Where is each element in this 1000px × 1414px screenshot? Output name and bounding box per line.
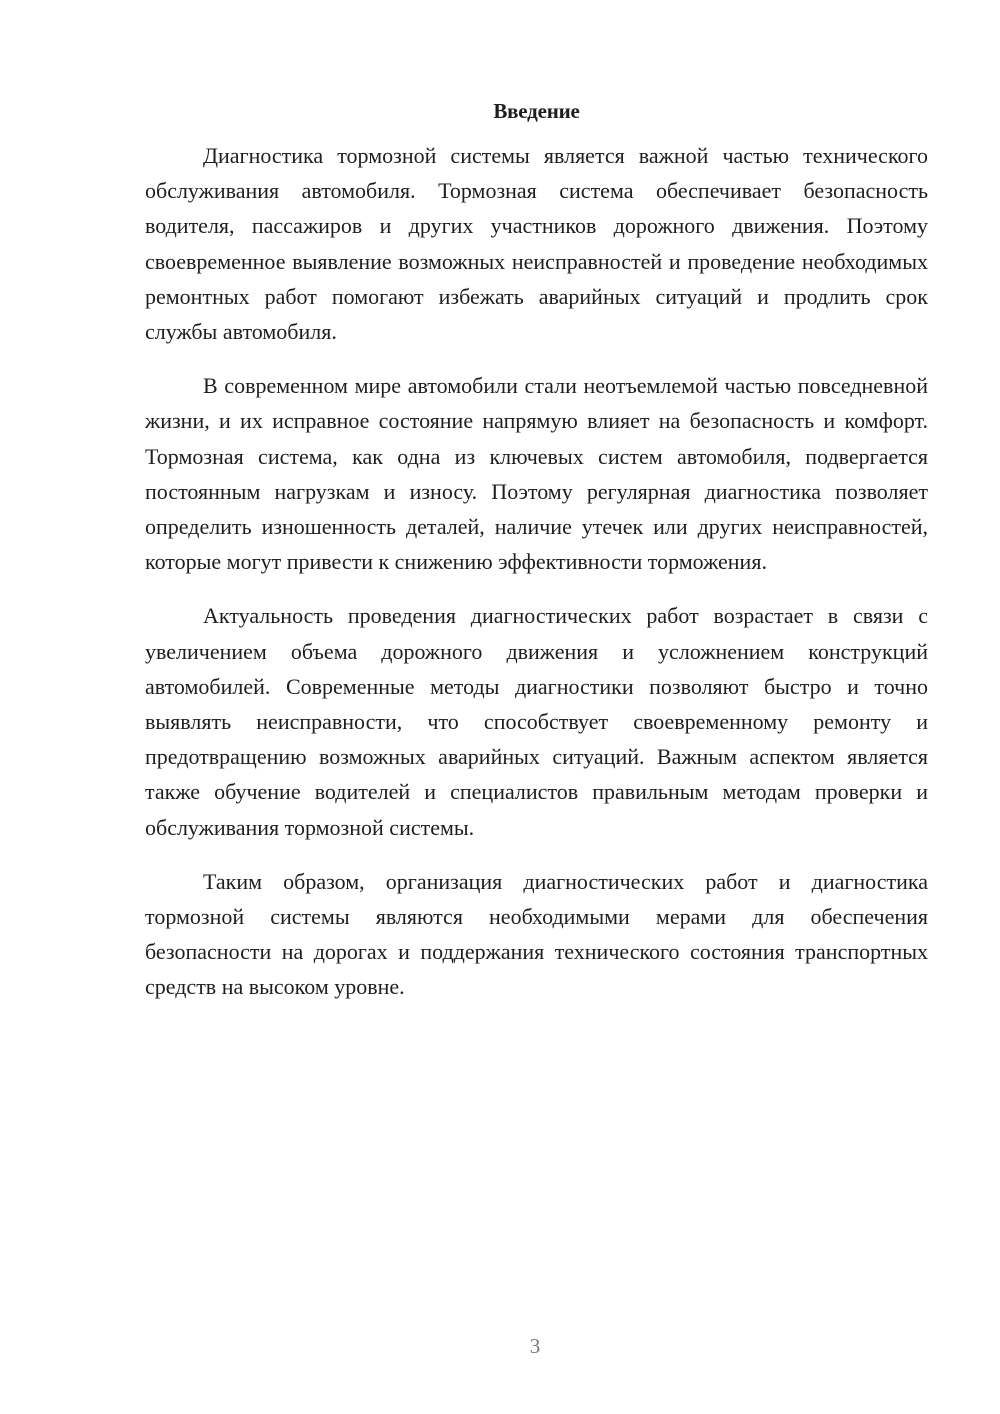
page-content — [145, 96, 928, 1024]
section-heading: Введение — [493, 99, 580, 123]
paragraph-3: Актуальность проведения диагностических работ возрастает в связи с увеличением объема дорожного движения и усложнением конструкций автомобилей. Современные методы диагностики позволяют быстро и точно выявлять неисправности, что способствует своевременному ремонту и предотвращению возможных аварийных ситуаций. Важным аспектом является также обучение водителей и специалистов правильным методам проверки и обслуживания тормозной системы. — [145, 603, 928, 840]
page-number: 3 — [529, 1334, 541, 1358]
paragraph-4: Таким образом, организация диагностических работ и диагностика тормозной системы являются необходимыми мерами для обеспечения безопасности на дорогах и поддержания технического состояния транспортных средств на высоком уровне. — [145, 868, 928, 1000]
paragraph-1: Диагностика тормозной системы является важной частью технического обслуживания автомобиля. Тормозная система обеспечивает безопасность водителя, пассажиров и других участников дорожного движения. Поэтому своевременное выявление возможных неисправностей и проведение необходимых ремонтных работ помогают избежать аварийных ситуаций и продлить срок службы автомобиля. — [145, 143, 928, 345]
paragraph-2: В современном мире автомобили стали неотъемлемой частью повседневной жизни, и их исправное состояние напрямую влияет на безопасность и комфорт. Тормозная система, как одна из ключевых систем автомобиля, подвергается постоянным нагрузкам и износу. Поэтому регулярная диагностика позволяет определить изношенность деталей, наличие утечек или других неисправностей, которые могут привести к снижению эффективности торможения. — [145, 373, 928, 575]
